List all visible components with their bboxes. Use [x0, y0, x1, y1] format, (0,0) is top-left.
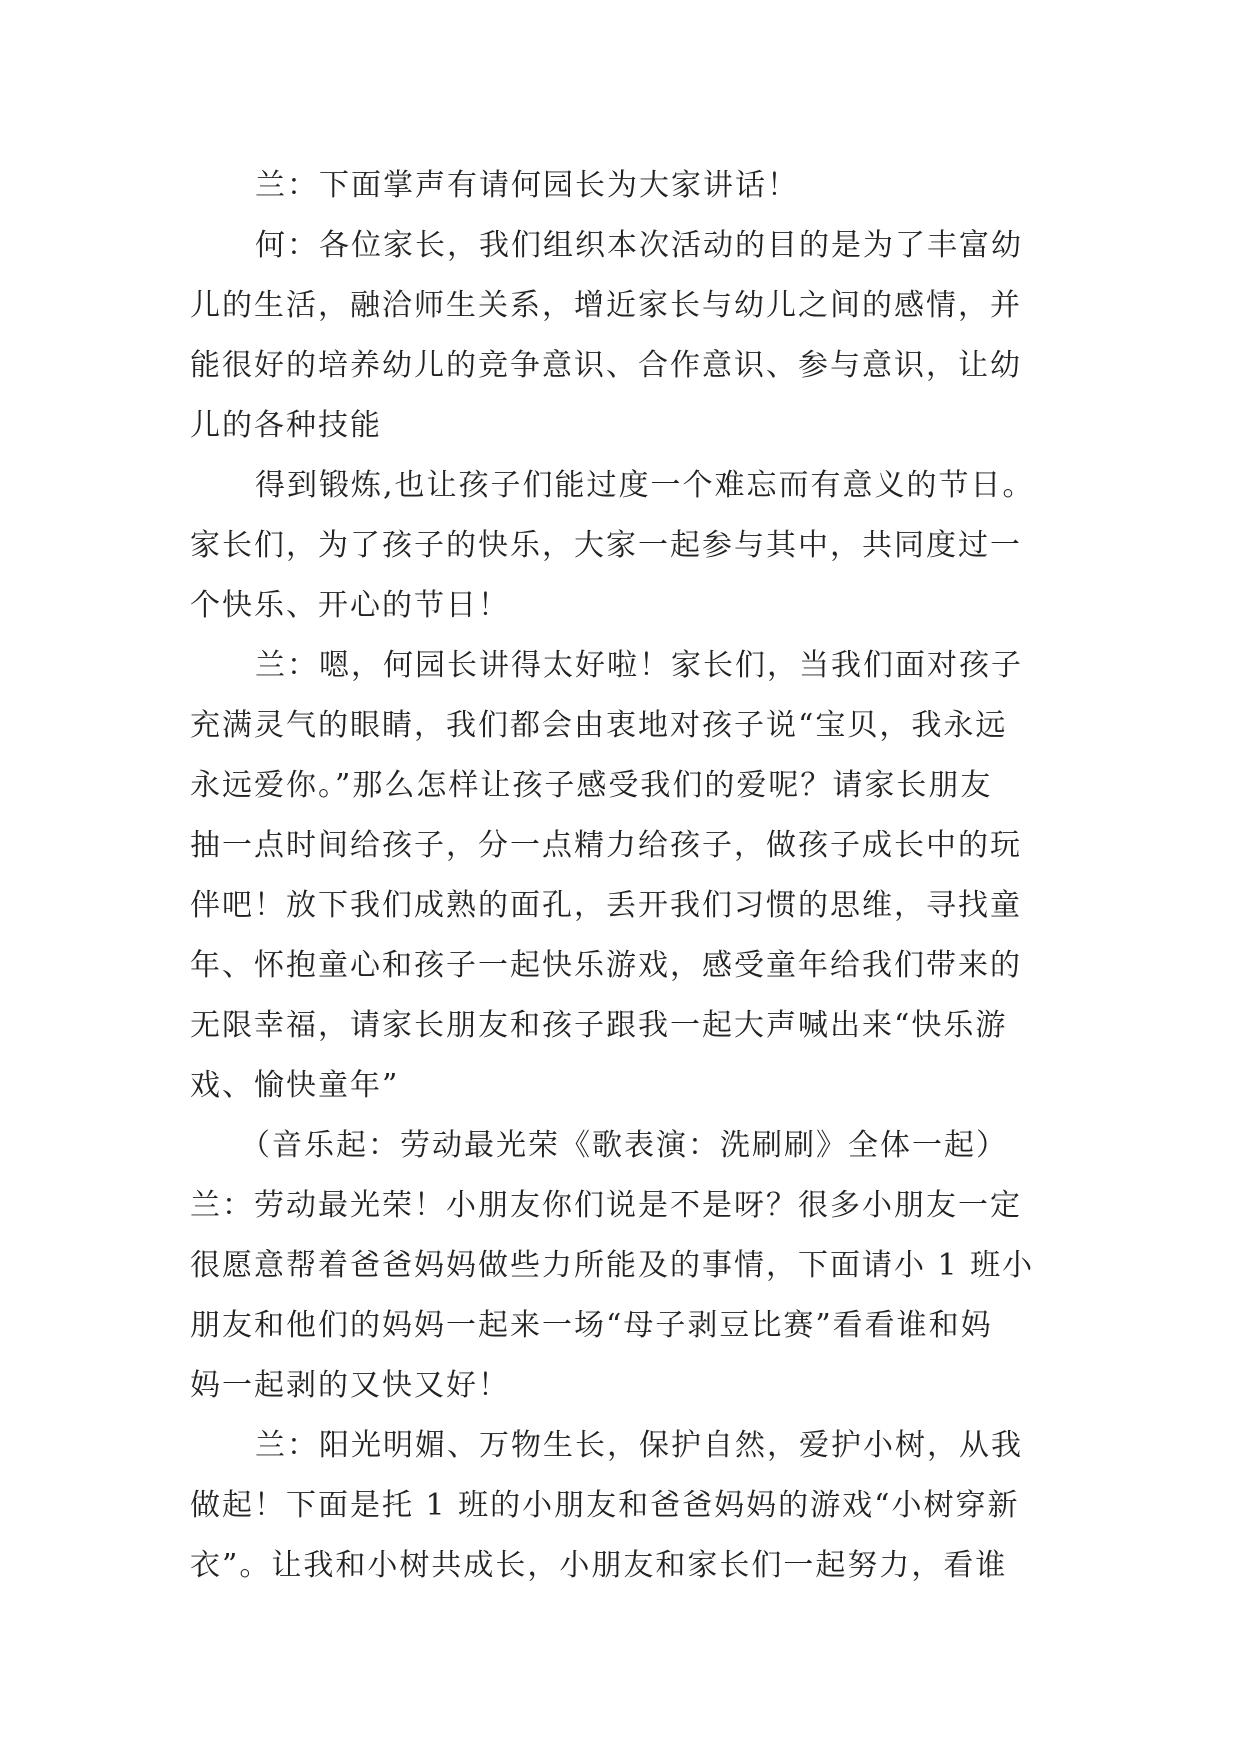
text-line: 无限幸福，请家长朋友和孩子跟我一起大声喊出来“快乐游: [190, 1008, 1008, 1043]
document-body: [190, 156, 1050, 1596]
text-line: 兰：嗯，何园长讲得太好啦！家长们，当我们面对孩子: [255, 648, 1023, 683]
text-line: 妈一起剥的又快又好！: [190, 1368, 510, 1403]
text-line: 伴吧！放下我们成熟的面孔，丢开我们习惯的思维，寻找童: [190, 888, 1022, 923]
text-line: 抽一点时间给孩子，分一点精力给孩子，做孩子成长中的玩: [190, 828, 1022, 863]
text-line: 戏、愉快童年”: [190, 1068, 400, 1103]
text-line: 做起！下面是托 1 班的小朋友和爸爸妈妈的游戏“小树穿新: [190, 1488, 1020, 1523]
text-line: 衣”。让我和小树共成长，小朋友和家长们一起努力，看谁: [190, 1548, 1008, 1583]
text-line: 很愿意帮着爸爸妈妈做些力所能及的事情，下面请小 1 班小: [190, 1248, 1035, 1283]
text-line: 年、怀抱童心和孩子一起快乐游戏，感受童年给我们带来的: [190, 948, 1022, 983]
text-line: 儿的生活，融洽师生关系，增近家长与幼儿之间的感情，并: [190, 288, 1022, 323]
text-line: 家长们，为了孩子的快乐，大家一起参与其中，共同度过一: [190, 528, 1022, 563]
text-line: 永远爱你。”那么怎样让孩子感受我们的爱呢？请家长朋友: [190, 768, 993, 803]
text-line: 个快乐、开心的节日！: [190, 588, 510, 623]
text-line: 兰：阳光明媚、万物生长，保护自然，爱护小树，从我: [255, 1428, 1023, 1463]
text-line: 得到锻炼,也让孩子们能过度一个难忘而有意义的节日。: [255, 468, 1035, 503]
text-line: 充满灵气的眼睛，我们都会由衷地对孩子说“宝贝，我永远: [190, 708, 1008, 743]
text-line: 儿的各种技能: [190, 408, 382, 443]
text-line: 朋友和他们的妈妈一起来一场“母子剥豆比赛”看看谁和妈: [190, 1308, 993, 1343]
text-line: 何：各位家长，我们组织本次活动的目的是为了丰富幼: [255, 228, 1023, 263]
text-line: 能很好的培养幼儿的竞争意识、合作意识、参与意识，让幼: [190, 348, 1022, 383]
text-line: 兰：下面掌声有请何园长为大家讲话！: [255, 168, 799, 203]
text-line: （音乐起：劳动最光荣《歌表演：洗刷刷》全体一起）: [240, 1128, 1008, 1163]
text-line: 兰：劳动最光荣！小朋友你们说是不是呀？很多小朋友一定: [190, 1188, 1022, 1223]
